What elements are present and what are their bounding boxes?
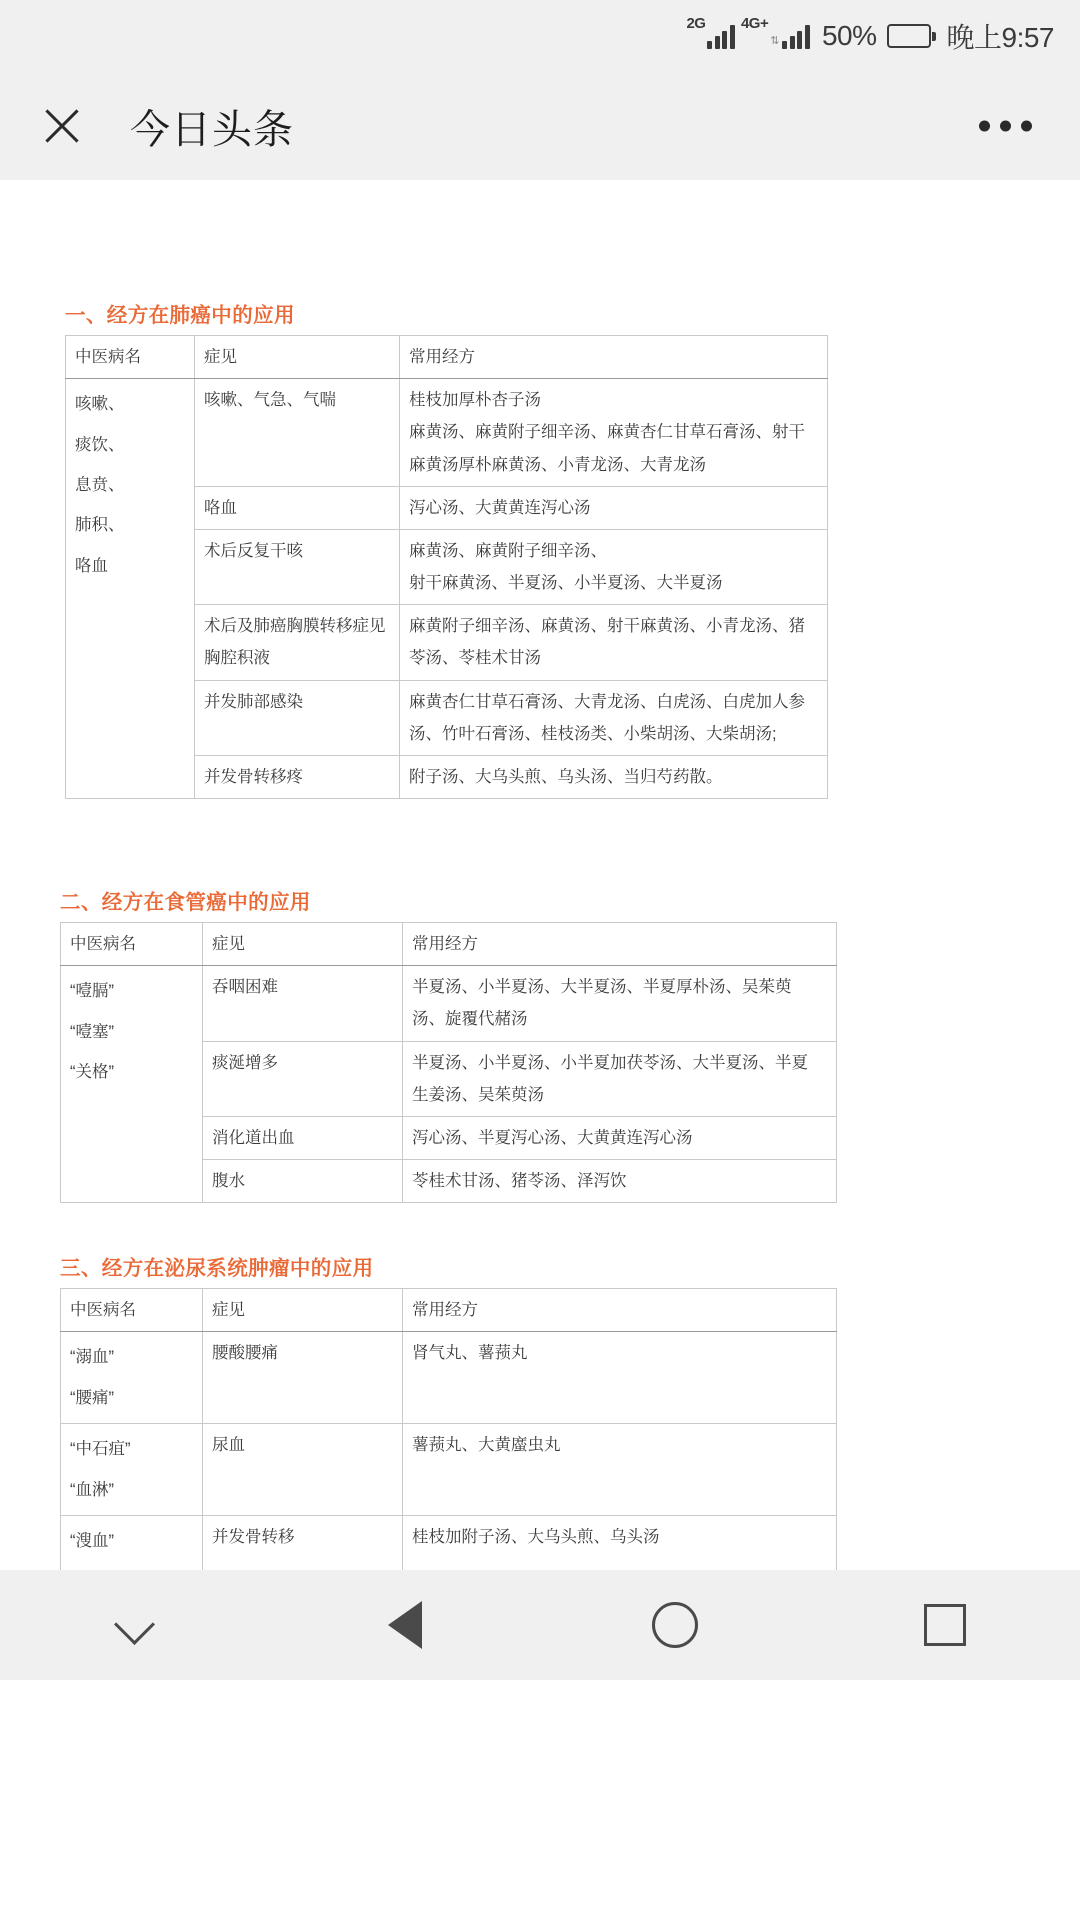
section-urinary-tumor [56,1251,1040,1608]
symptom-line: 并发骨转移疼 [204,767,303,786]
symptom-cell [203,1424,403,1516]
disease-name-cell [61,1332,203,1424]
disease-name-line: “中石疽” [70,1440,131,1459]
col-header-symptom: 症见 [195,336,400,379]
table-urinary-tumor [60,1288,837,1608]
section-esophageal-cancer [56,885,1040,1203]
formula-cell [400,529,828,604]
back-button[interactable] [345,1570,465,1680]
table-header-row [61,923,837,966]
symptom-line: 腹水 [212,1172,245,1191]
formula-line: 生姜汤、吴茱萸汤 [412,1085,544,1104]
home-circle-icon [652,1602,698,1648]
col-header-disease: 中医病名 [61,923,203,966]
back-triangle-icon [388,1601,422,1649]
symptom-line: 术后及肺癌胸膜转移症见 [204,617,386,636]
symptom-line: 咳嗽、气急、气喘 [204,391,336,410]
sim2-network-label: 4G+ [740,15,769,32]
formula-line: 桂枝加附子汤、大乌头煎、乌头汤 [412,1528,660,1547]
sim2-signal-bars-icon [782,23,810,49]
disease-name-line: “溺血” [70,1348,114,1367]
formula-line: 苓桂术甘汤、猪苓汤、泽泻饮 [412,1172,627,1191]
formula-cell [403,1332,837,1424]
symptom-cell [203,1041,403,1116]
symptom-line: 尿血 [212,1436,245,1455]
disease-name-line: “血淋” [70,1480,114,1499]
disease-name-cell [61,1424,203,1516]
disease-name-cell [66,379,195,799]
formula-cell [400,680,828,755]
more-options-icon[interactable] [979,121,1032,132]
article-content [0,180,1080,1680]
chevron-down-icon [118,1608,152,1642]
col-header-disease: 中医病名 [61,1289,203,1332]
close-icon[interactable] [40,104,84,148]
table-header-row [66,336,828,379]
col-header-formula: 常用经方 [403,923,837,966]
formula-line: 肾气丸、薯蓣丸 [412,1344,528,1363]
formula-cell [403,1424,837,1516]
formula-line: 汤、旋覆代赭汤 [412,1010,528,1029]
symptom-line: 胸腔积液 [204,649,270,668]
symptom-line: 痰涎增多 [212,1053,278,1072]
formula-line: 苓汤、苓桂术甘汤 [409,649,541,668]
hide-keyboard-button[interactable] [75,1570,195,1680]
sim1-signal-indicator [686,15,735,49]
document-body [0,180,1080,1608]
status-bar [0,0,1080,72]
symptom-cell [195,605,400,680]
disease-name-line: “噎塞” [70,1022,114,1041]
symptom-line: 并发肺部感染 [204,692,303,711]
formula-line: 薯蓣丸、大黄䗪虫丸 [412,1436,561,1455]
system-navigation-bar [0,1570,1080,1680]
clock-label: 晚上9:57 [946,22,1054,53]
sim1-network-label: 2G [686,15,706,32]
symptom-cell [203,1160,403,1203]
col-header-formula: 常用经方 [400,336,828,379]
table-row [66,379,828,487]
recents-square-icon [924,1604,966,1646]
col-header-symptom: 症见 [203,1289,403,1332]
disease-name-line: “关格” [70,1063,114,1082]
formula-line: 附子汤、大乌头煎、乌头汤、当归芍药散。 [409,767,723,786]
disease-name-cell [61,966,203,1203]
formula-line: 麻黄汤、麻黄附子细辛汤、麻黄杏仁甘草石膏汤、射干 [409,423,805,442]
formula-line: 桂枝加厚朴杏子汤 [409,391,541,410]
symptom-cell [203,966,403,1041]
home-button[interactable] [615,1570,735,1680]
symptom-cell [203,1332,403,1424]
symptom-line: 腰酸腰痛 [212,1344,278,1363]
col-header-formula: 常用经方 [403,1289,837,1332]
disease-name-line: 痰饮、 [75,435,125,454]
table-row [61,966,837,1041]
disease-name-line: 肺积、 [75,516,125,535]
symptom-cell [195,529,400,604]
symptom-line: 并发骨转移 [212,1528,295,1547]
formula-line: 汤、竹叶石膏汤、桂枝汤类、小柴胡汤、大柴胡汤; [409,724,777,743]
battery-icon [887,24,931,48]
formula-line: 麻黄附子细辛汤、麻黄汤、射干麻黄汤、小青龙汤、猪 [409,617,805,636]
table-header-row [61,1289,837,1332]
section-title: 二、经方在食管癌中的应用 [60,891,311,915]
disease-name-line: 息贲、 [75,476,125,495]
col-header-disease: 中医病名 [66,336,195,379]
sim2-signal-indicator [740,15,810,49]
formula-line: 麻黄杏仁甘草石膏汤、大青龙汤、白虎汤、白虎加人参 [409,692,805,711]
disease-name-line: “腰痛” [70,1388,114,1407]
formula-cell [403,1116,837,1159]
disease-name-line: 咳嗽、 [75,395,125,414]
formula-cell [400,755,828,798]
formula-cell [400,605,828,680]
symptom-line: 术后反复干咳 [204,541,303,560]
app-bar [0,72,1080,180]
symptom-cell [195,486,400,529]
symptom-cell [203,1116,403,1159]
formula-cell [400,379,828,487]
page-title: 今日头条 [130,107,294,152]
symptom-cell [195,755,400,798]
disease-name-line: “噎膈” [70,982,114,1001]
formula-line: 麻黄汤、麻黄附子细辛汤、 [409,541,607,560]
section-spacer [56,809,1040,885]
disease-name-line: 咯血 [75,556,108,575]
symptom-line: 咯血 [204,498,237,517]
symptom-line: 吞咽困难 [212,978,278,997]
table-row [61,1424,837,1516]
recents-button[interactable] [885,1570,1005,1680]
battery-percent-label: 50% [821,20,877,51]
formula-line: 麻黄汤厚朴麻黄汤、小青龙汤、大青龙汤 [409,455,706,474]
col-header-symptom: 症见 [203,923,403,966]
formula-line: 泻心汤、大黄黄连泻心汤 [409,498,591,517]
symptom-line: 消化道出血 [212,1128,295,1147]
data-transfer-icon: ⇅ [770,35,780,47]
formula-cell [403,1041,837,1116]
section-spacer [56,1213,1040,1251]
formula-cell [403,1160,837,1203]
section-lung-cancer [56,298,1040,799]
section-title: 三、经方在泌尿系统肿瘤中的应用 [60,1257,374,1281]
formula-cell [403,966,837,1041]
table-lung-cancer [65,335,828,799]
table-esophageal-cancer [60,922,837,1203]
disease-name-line: “溲血” [70,1532,114,1551]
symptom-cell [195,680,400,755]
sim1-signal-bars-icon [707,23,735,49]
formula-line: 泻心汤、半夏泻心汤、大黄黄连泻心汤 [412,1128,693,1147]
formula-line: 射干麻黄汤、半夏汤、小半夏汤、大半夏汤 [409,574,723,593]
formula-line: 半夏汤、小半夏汤、小半夏加茯苓汤、大半夏汤、半夏 [412,1053,808,1072]
formula-cell [400,486,828,529]
symptom-cell [195,379,400,487]
formula-line: 半夏汤、小半夏汤、大半夏汤、半夏厚朴汤、吴茱萸 [412,978,792,997]
table-row [61,1332,837,1424]
section-title: 一、经方在肺癌中的应用 [65,304,295,327]
